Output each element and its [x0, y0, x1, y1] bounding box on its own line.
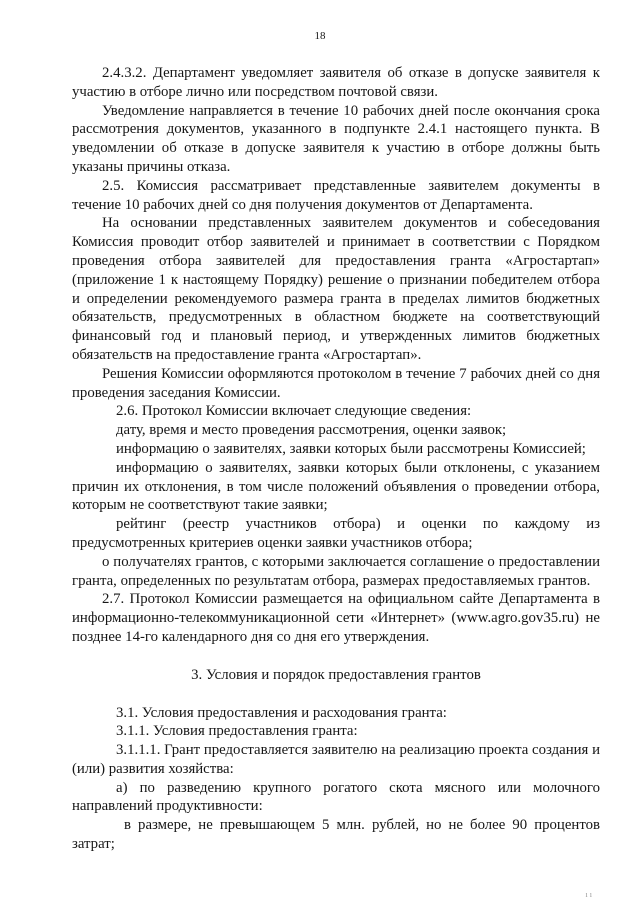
paragraph: а) по разведению крупного рогатого скота мясного или молочного направлений продуктивности:: [72, 779, 600, 815]
paragraph: дату, время и место проведения рассмотрения, оценки заявок;: [116, 422, 507, 439]
paragraph: 2.7. Протокол Комиссии размещается на официальном сайте Департамента в информационно-телекоммуникационной сети «Интернет» (www.agro.gov35.ru) не позднее 14-го календарного дня со дня его утверждения.: [72, 591, 600, 645]
paragraph: 3.1.1. Условия предоставления гранта:: [116, 723, 358, 740]
paragraph: 3.1.1.1. Грант предоставляется заявителю на реализацию проекта создания и (или) развития хозяйства:: [72, 742, 600, 777]
paragraph: информацию о заявителях, заявки которых были отклонены, с указанием причин их отклонения, в том числе положений объявления о проведении отбора, которым не соответствуют такие заявки;: [72, 459, 600, 514]
paragraph: На основании представленных заявителем документов и собеседования Комиссия проводит отбор заявителей и принимает в соответствии с Порядком проведения отбора заявителей для предоставления гранта «Агростартап» (приложение 1 к настоящему Порядку) решение о признании победителем отбора и определении рекомендуемого размера гранта в пределах лимитов бюджетных обязательств, предусмотренных в областном бюджете на соответствующий финансовый год и плановый период, и утвержденных лимитов бюджетных обязательств на предоставление гранта «Агростартап».: [72, 215, 600, 363]
paragraph: 3.1. Условия предоставления и расходования гранта:: [116, 704, 447, 721]
document-body: [72, 64, 600, 854]
paragraph: 2.5. Комиссия рассматривает представленные заявителем документы в течение 10 рабочих дней со дня получения документов от Департамента.: [72, 177, 600, 213]
paragraph: рейтинг (реестр участников отбора) и оценки по каждому из предусмотренных критериев оценки заявки участников отбора;: [72, 516, 600, 551]
paragraph: 2.6. Протокол Комиссии включает следующие сведения:: [116, 403, 472, 420]
scan-mark: ı ı: [585, 890, 592, 899]
paragraph: в размере, не превышающем 5 млн. рублей, но не более 90 процентов затрат;: [72, 817, 600, 853]
page-number: 18: [314, 30, 326, 42]
section-3-text: [72, 704, 600, 854]
section-2-text: [72, 64, 600, 647]
paragraph: Уведомление направляется в течение 10 рабочих дней после окончания срока рассмотрения документов, указанного в подпункте 2.4.1 настоящего пункта. В уведомлении об отказе в допуске заявителя к участию в отборе должны быть указаны причины отказа.: [72, 102, 600, 175]
paragraph: Решения Комиссии оформляются протоколом в течение 7 рабочих дней со дня проведения заседания Комиссии.: [72, 365, 600, 401]
paragraph: 2.4.3.2. Департамент уведомляет заявителя об отказе в допуске заявителя к участию в отборе лично или посредством почтовой связи.: [72, 65, 600, 100]
paragraph: о получателях грантов, с которыми заключается соглашение о предоставлении гранта, определенных по результатам отбора, размерах предоставляемых грантов.: [72, 553, 600, 589]
section-3-heading: 3. Условия и порядок предоставления грантов: [191, 666, 481, 683]
paragraph: информацию о заявителях, заявки которых были рассмотрены Комиссией;: [116, 440, 586, 457]
